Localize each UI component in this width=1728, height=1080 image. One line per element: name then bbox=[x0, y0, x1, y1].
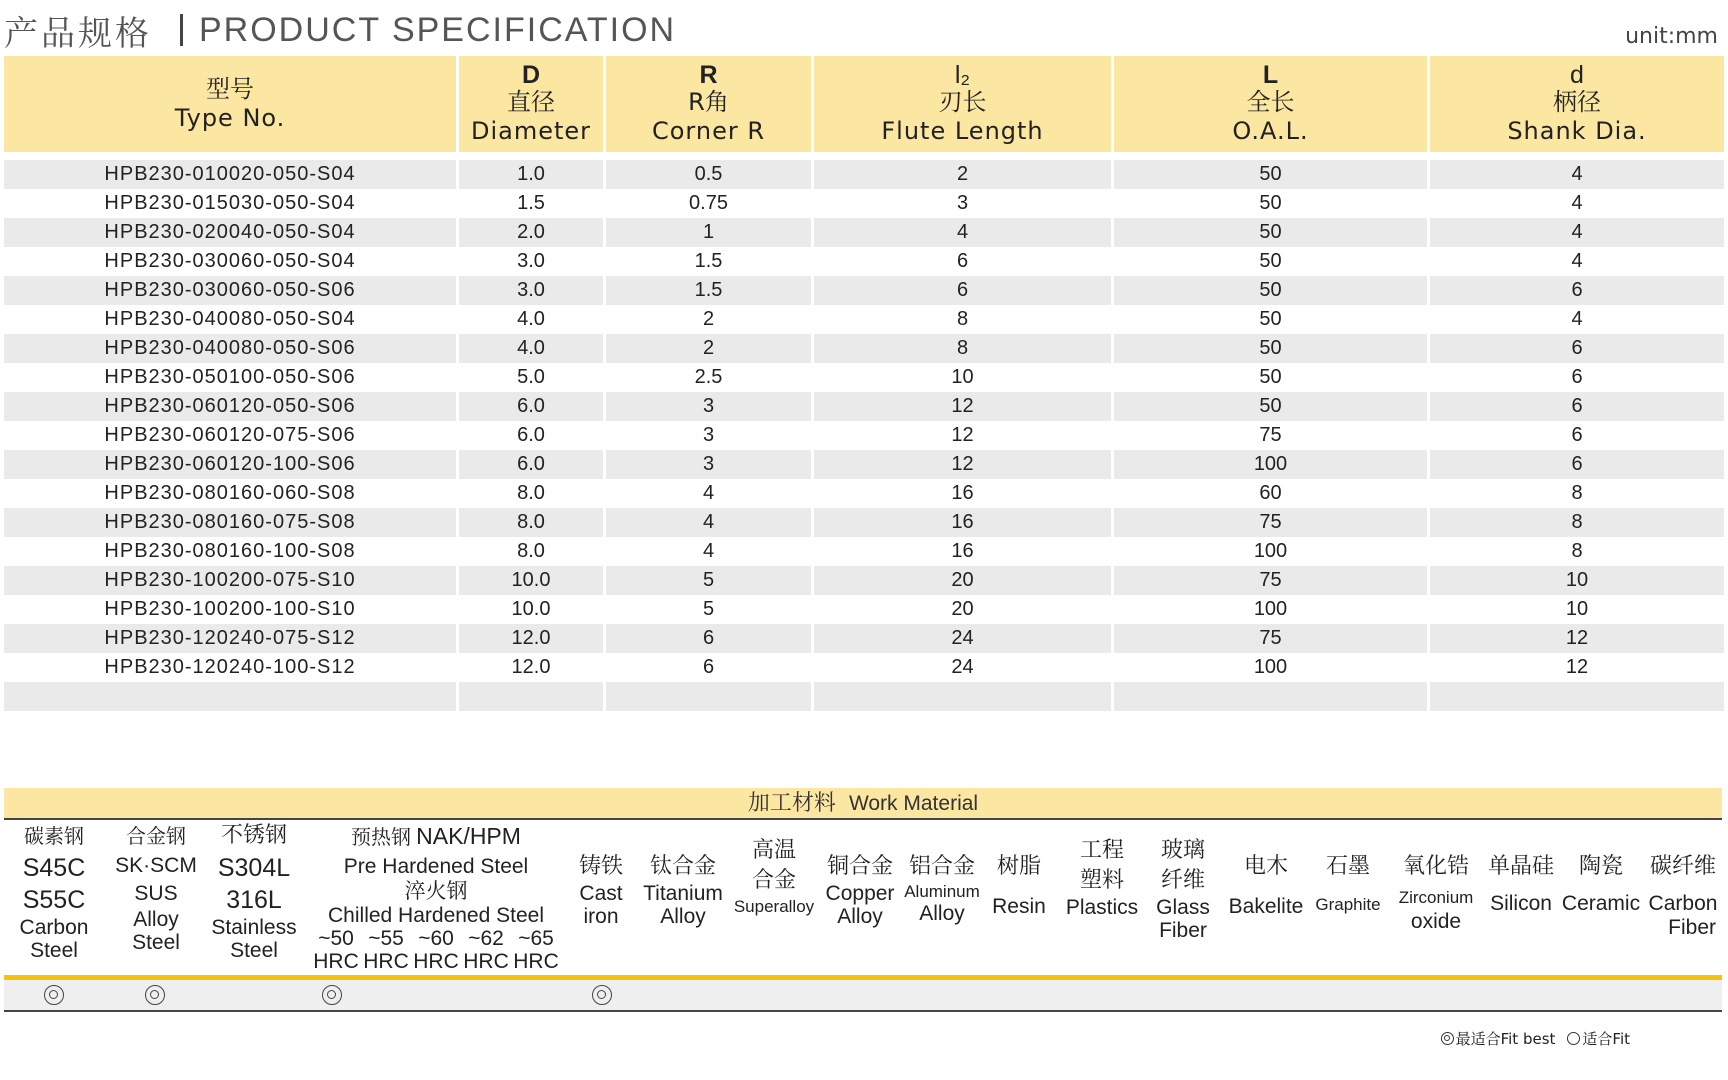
material-en: Titanium bbox=[643, 882, 723, 905]
material-aluminum-alloy bbox=[900, 852, 984, 925]
shank-dia-cell: 4 bbox=[1430, 305, 1724, 334]
material-carbon-steel bbox=[4, 820, 104, 962]
material-en: Resin bbox=[992, 895, 1046, 918]
shank-dia-cell: 10 bbox=[1430, 595, 1724, 624]
oal-cell: 50 bbox=[1114, 189, 1427, 218]
flute-length-cell: 16 bbox=[814, 537, 1111, 566]
corner-r-cell: 6 bbox=[606, 653, 811, 682]
legend bbox=[1429, 1028, 1630, 1049]
diameter-cell: 1.0 bbox=[459, 160, 603, 189]
material-cn: 工程 bbox=[1079, 838, 1124, 863]
material-cn: 碳纤维 bbox=[1649, 854, 1716, 879]
flute-length-cell: 24 bbox=[814, 624, 1111, 653]
hrc-unit: HRC bbox=[313, 950, 359, 973]
flute-length-cell: 24 bbox=[814, 653, 1111, 682]
material-en: oxide bbox=[1410, 910, 1462, 933]
material-cn: 单晶硅 bbox=[1487, 854, 1554, 879]
type-no-cell: HPB230-100200-100-S10 bbox=[4, 595, 456, 624]
header-corner-cn: R角 bbox=[688, 88, 729, 116]
material-en: Fiber bbox=[1668, 916, 1716, 939]
fit-best-icon bbox=[322, 985, 342, 1005]
table-row bbox=[4, 595, 1724, 624]
material-en: Alloy bbox=[837, 905, 883, 928]
type-no-cell: HPB230-010020-050-S04 bbox=[4, 160, 456, 189]
corner-r-cell: 0.5 bbox=[606, 160, 811, 189]
material-en: Graphite bbox=[1315, 895, 1381, 914]
header-corner-code: R bbox=[699, 61, 718, 89]
material-stainless-steel bbox=[208, 820, 300, 962]
corner-r-cell: 2 bbox=[606, 305, 811, 334]
header-diameter bbox=[459, 56, 603, 152]
flute-length-cell: 12 bbox=[814, 450, 1111, 479]
diameter-cell: 5.0 bbox=[459, 363, 603, 392]
material-en: Glass bbox=[1156, 896, 1210, 919]
material-graphite bbox=[1308, 852, 1388, 928]
header-shank-code: d bbox=[1570, 61, 1584, 89]
flute-length-cell: 4 bbox=[814, 218, 1111, 247]
table-row bbox=[4, 653, 1724, 682]
diameter-cell: 8.0 bbox=[459, 537, 603, 566]
oal-cell: 50 bbox=[1114, 247, 1427, 276]
work-material-header-en: Work Material bbox=[848, 792, 979, 815]
type-no-cell bbox=[4, 682, 456, 711]
header-oal-en: O.A.L. bbox=[1232, 117, 1309, 145]
material-resin bbox=[986, 852, 1052, 932]
fit-best-icon bbox=[592, 985, 612, 1005]
diameter-cell: 1.5 bbox=[459, 189, 603, 218]
flute-length-cell: 2 bbox=[814, 160, 1111, 189]
shank-dia-cell: 4 bbox=[1430, 218, 1724, 247]
diameter-cell: 10.0 bbox=[459, 595, 603, 624]
table-row bbox=[4, 189, 1724, 218]
shank-dia-cell: 8 bbox=[1430, 479, 1724, 508]
diameter-cell: 3.0 bbox=[459, 247, 603, 276]
hrc-value: ~60 bbox=[418, 927, 454, 950]
type-no-cell: HPB230-080160-100-S08 bbox=[4, 537, 456, 566]
shank-dia-cell: 6 bbox=[1430, 276, 1724, 305]
table-row bbox=[4, 218, 1724, 247]
diameter-cell: 8.0 bbox=[459, 479, 603, 508]
material-en: Alloy bbox=[660, 905, 706, 928]
shank-dia-cell: 12 bbox=[1430, 653, 1724, 682]
diameter-cell: 2.0 bbox=[459, 218, 603, 247]
flute-length-cell: 20 bbox=[814, 566, 1111, 595]
header-flute-cn: 刃长 bbox=[938, 88, 987, 116]
diameter-cell: 6.0 bbox=[459, 421, 603, 450]
material-en: Fiber bbox=[1159, 919, 1207, 942]
header-oal bbox=[1114, 56, 1427, 152]
material-en: Aluminum bbox=[904, 882, 980, 901]
material-en: Ceramic bbox=[1561, 892, 1641, 915]
corner-r-cell: 1.5 bbox=[606, 276, 811, 305]
shank-dia-cell: 12 bbox=[1430, 624, 1724, 653]
header-diameter-en: Diameter bbox=[470, 117, 592, 145]
shank-dia-cell: 8 bbox=[1430, 537, 1724, 566]
corner-r-cell bbox=[606, 682, 811, 711]
shank-dia-cell: 4 bbox=[1430, 247, 1724, 276]
corner-r-cell: 3 bbox=[606, 421, 811, 450]
diameter-cell: 8.0 bbox=[459, 508, 603, 537]
material-en: Carbon bbox=[1648, 892, 1718, 915]
header-oal-code: L bbox=[1262, 61, 1279, 89]
table-row bbox=[4, 276, 1724, 305]
material-plastics bbox=[1058, 836, 1146, 919]
shank-dia-cell: 6 bbox=[1430, 334, 1724, 363]
flute-length-cell: 20 bbox=[814, 595, 1111, 624]
material-en: Stainless bbox=[211, 916, 297, 939]
header-shank-en: Shank Dia. bbox=[1507, 117, 1647, 145]
material-grade: S45C bbox=[22, 854, 86, 882]
material-cn: 不锈钢 bbox=[220, 823, 287, 848]
table-row bbox=[4, 363, 1724, 392]
type-no-cell: HPB230-060120-100-S06 bbox=[4, 450, 456, 479]
table-header-row bbox=[4, 56, 1724, 152]
oal-cell: 50 bbox=[1114, 363, 1427, 392]
suitability-row bbox=[4, 980, 1722, 1010]
material-cn: 预热钢 bbox=[351, 825, 412, 849]
corner-r-cell: 6 bbox=[606, 624, 811, 653]
type-no-cell: HPB230-030060-050-S06 bbox=[4, 276, 456, 305]
shank-dia-cell: 6 bbox=[1430, 421, 1724, 450]
flute-length-cell: 12 bbox=[814, 421, 1111, 450]
material-zirconium-oxide bbox=[1390, 852, 1482, 933]
oal-cell: 50 bbox=[1114, 218, 1427, 247]
table-row bbox=[4, 160, 1724, 189]
hrc-unit: HRC bbox=[463, 950, 509, 973]
table-row bbox=[4, 247, 1724, 276]
header-oal-cn: 全长 bbox=[1246, 88, 1295, 116]
shank-dia-cell bbox=[1430, 682, 1724, 711]
material-en: Steel bbox=[132, 931, 180, 954]
header-type-en: Type No. bbox=[174, 104, 286, 132]
material-cn: 铸铁 bbox=[578, 854, 623, 879]
diameter-cell: 12.0 bbox=[459, 624, 603, 653]
header-flute-en: Flute Length bbox=[881, 117, 1044, 145]
flute-length-cell: 10 bbox=[814, 363, 1111, 392]
oal-cell: 60 bbox=[1114, 479, 1427, 508]
material-en: Copper bbox=[825, 882, 895, 905]
hrc-unit: HRC bbox=[363, 950, 409, 973]
table-row bbox=[4, 305, 1724, 334]
shank-dia-cell: 4 bbox=[1430, 189, 1724, 218]
hrc-value: ~50 bbox=[318, 927, 354, 950]
table-row bbox=[4, 421, 1724, 450]
hrc-value: ~62 bbox=[468, 927, 504, 950]
type-no-cell: HPB230-060120-075-S06 bbox=[4, 421, 456, 450]
material-cn: 铜合金 bbox=[826, 854, 893, 879]
material-grade: S304L bbox=[217, 854, 291, 882]
type-no-cell: HPB230-050100-050-S06 bbox=[4, 363, 456, 392]
material-cn: 玻璃 bbox=[1160, 838, 1205, 863]
corner-r-cell: 4 bbox=[606, 479, 811, 508]
oal-cell: 50 bbox=[1114, 305, 1427, 334]
material-cn: 淬火钢 bbox=[404, 879, 468, 903]
oal-cell: 50 bbox=[1114, 334, 1427, 363]
header-type-cn: 型号 bbox=[206, 75, 254, 103]
material-cn: 塑料 bbox=[1079, 868, 1124, 893]
oal-cell: 50 bbox=[1114, 276, 1427, 305]
material-hardened-steel bbox=[308, 820, 564, 973]
hrc-unit: HRC bbox=[413, 950, 459, 973]
material-en: Steel bbox=[30, 939, 78, 962]
shank-dia-cell: 6 bbox=[1430, 392, 1724, 421]
type-no-cell: HPB230-015030-050-S04 bbox=[4, 189, 456, 218]
fit-icon bbox=[1567, 1032, 1580, 1045]
legend-fit bbox=[1567, 1028, 1630, 1049]
flute-length-cell: 6 bbox=[814, 276, 1111, 305]
header-corner-r bbox=[606, 56, 811, 152]
oal-cell: 100 bbox=[1114, 653, 1427, 682]
fit-best-icon bbox=[44, 985, 64, 1005]
header-flute-length bbox=[814, 56, 1111, 152]
material-superalloy bbox=[728, 836, 820, 918]
title-separator bbox=[180, 14, 183, 46]
flute-length-cell: 6 bbox=[814, 247, 1111, 276]
corner-r-cell: 2.5 bbox=[606, 363, 811, 392]
flute-length-cell: 16 bbox=[814, 508, 1111, 537]
material-grade: NAK/HPM bbox=[416, 823, 521, 849]
corner-r-cell: 1 bbox=[606, 218, 811, 247]
diameter-cell: 6.0 bbox=[459, 392, 603, 421]
material-glass-fiber bbox=[1150, 836, 1216, 942]
diameter-cell: 12.0 bbox=[459, 653, 603, 682]
corner-r-cell: 4 bbox=[606, 508, 811, 537]
material-en: Pre Hardened Steel bbox=[343, 855, 529, 878]
header-shank-dia bbox=[1430, 56, 1724, 152]
material-grade: SUS bbox=[134, 882, 178, 905]
material-cn: 高温 bbox=[751, 838, 796, 863]
corner-r-cell: 2 bbox=[606, 334, 811, 363]
oal-cell: 100 bbox=[1114, 450, 1427, 479]
corner-r-cell: 3 bbox=[606, 450, 811, 479]
page-title bbox=[4, 8, 676, 52]
corner-r-cell: 5 bbox=[606, 566, 811, 595]
corner-r-cell: 1.5 bbox=[606, 247, 811, 276]
shank-dia-cell: 6 bbox=[1430, 450, 1724, 479]
material-en: iron bbox=[583, 905, 619, 928]
header-diameter-cn: 直径 bbox=[507, 88, 555, 116]
shank-dia-cell: 4 bbox=[1430, 160, 1724, 189]
material-en: Alloy bbox=[133, 908, 179, 931]
material-grade: S55C bbox=[22, 886, 86, 914]
header-flute-code: l₂ bbox=[954, 61, 971, 89]
type-no-cell: HPB230-080160-075-S08 bbox=[4, 508, 456, 537]
material-en: Bakelite bbox=[1228, 895, 1304, 918]
hrc-value: ~55 bbox=[368, 927, 404, 950]
legend-fit-best bbox=[1441, 1028, 1556, 1049]
material-cn: 钛合金 bbox=[649, 854, 716, 879]
material-silicon bbox=[1478, 852, 1564, 926]
shank-dia-cell: 8 bbox=[1430, 508, 1724, 537]
diameter-cell bbox=[459, 682, 603, 711]
material-en: Alloy bbox=[919, 902, 965, 925]
oal-cell: 100 bbox=[1114, 595, 1427, 624]
oal-cell: 75 bbox=[1114, 624, 1427, 653]
type-no-cell: HPB230-120240-075-S12 bbox=[4, 624, 456, 653]
material-en: Superalloy bbox=[733, 897, 815, 916]
diameter-cell: 4.0 bbox=[459, 334, 603, 363]
material-bakelite bbox=[1224, 852, 1308, 932]
table-row bbox=[4, 682, 1724, 711]
oal-cell: 50 bbox=[1114, 392, 1427, 421]
oal-cell bbox=[1114, 682, 1427, 711]
corner-r-cell: 0.75 bbox=[606, 189, 811, 218]
header-diameter-code: D bbox=[521, 61, 541, 89]
work-material-section bbox=[4, 788, 1722, 1012]
table-row bbox=[4, 566, 1724, 595]
table-row bbox=[4, 392, 1724, 421]
material-cn: 铝合金 bbox=[908, 854, 975, 879]
diameter-cell: 3.0 bbox=[459, 276, 603, 305]
header-type-no bbox=[4, 56, 456, 152]
title-cn: 产品规格 bbox=[4, 13, 152, 54]
flute-length-cell: 8 bbox=[814, 334, 1111, 363]
shank-dia-cell: 6 bbox=[1430, 363, 1724, 392]
divider bbox=[4, 1010, 1722, 1012]
fit-best-icon bbox=[1441, 1032, 1454, 1045]
type-no-cell: HPB230-060120-050-S06 bbox=[4, 392, 456, 421]
material-cn: 合金钢 bbox=[126, 824, 186, 848]
flute-length-cell: 12 bbox=[814, 392, 1111, 421]
material-en: Carbon bbox=[19, 916, 89, 939]
header-shank-cn: 柄径 bbox=[1553, 88, 1601, 116]
shank-dia-cell: 10 bbox=[1430, 566, 1724, 595]
legend-fit-label: 适合Fit bbox=[1582, 1030, 1630, 1048]
material-cn: 氧化锆 bbox=[1402, 854, 1469, 879]
diameter-cell: 10.0 bbox=[459, 566, 603, 595]
material-alloy-steel bbox=[106, 820, 206, 954]
hrc-units bbox=[308, 950, 564, 973]
type-no-cell: HPB230-030060-050-S04 bbox=[4, 247, 456, 276]
material-en: Cast bbox=[579, 882, 623, 905]
header-corner-en: Corner R bbox=[651, 117, 766, 145]
flute-length-cell: 3 bbox=[814, 189, 1111, 218]
type-no-cell: HPB230-040080-050-S06 bbox=[4, 334, 456, 363]
type-no-cell: HPB230-040080-050-S04 bbox=[4, 305, 456, 334]
unit-label: unit:mm bbox=[1625, 24, 1718, 49]
oal-cell: 100 bbox=[1114, 537, 1427, 566]
table-row bbox=[4, 450, 1724, 479]
oal-cell: 75 bbox=[1114, 566, 1427, 595]
material-titanium-alloy bbox=[636, 852, 730, 928]
material-cn: 合金 bbox=[751, 868, 796, 893]
oal-cell: 50 bbox=[1114, 160, 1427, 189]
material-cn: 碳素钢 bbox=[24, 824, 84, 848]
title-en: PRODUCT SPECIFICATION bbox=[199, 10, 677, 49]
type-no-cell: HPB230-100200-075-S10 bbox=[4, 566, 456, 595]
material-cn: 树脂 bbox=[996, 854, 1041, 879]
work-material-header bbox=[4, 788, 1722, 818]
corner-r-cell: 3 bbox=[606, 392, 811, 421]
corner-r-cell: 4 bbox=[606, 537, 811, 566]
material-cn: 陶瓷 bbox=[1578, 854, 1623, 879]
material-cn: 石墨 bbox=[1325, 854, 1370, 879]
table-row bbox=[4, 479, 1724, 508]
work-material-header-cn: 加工材料 bbox=[747, 791, 836, 816]
hrc-value: ~65 bbox=[518, 927, 554, 950]
material-copper-alloy bbox=[818, 852, 902, 928]
type-no-cell: HPB230-120240-100-S12 bbox=[4, 653, 456, 682]
hrc-values bbox=[308, 927, 564, 950]
table-row bbox=[4, 537, 1724, 566]
material-cn: 电木 bbox=[1243, 854, 1288, 879]
hrc-unit: HRC bbox=[513, 950, 559, 973]
material-ceramic bbox=[1558, 852, 1644, 926]
material-en: Steel bbox=[230, 939, 278, 962]
oal-cell: 75 bbox=[1114, 421, 1427, 450]
material-carbon-fiber bbox=[1644, 852, 1722, 939]
prehard-title bbox=[308, 820, 564, 855]
material-grade: SK·SCM bbox=[115, 854, 197, 877]
corner-r-cell: 5 bbox=[606, 595, 811, 624]
type-no-cell: HPB230-020040-050-S04 bbox=[4, 218, 456, 247]
material-columns bbox=[4, 820, 1722, 975]
material-en: Zirconium bbox=[1398, 888, 1474, 907]
material-en: Chilled Hardened Steel bbox=[328, 904, 544, 927]
material-grade: 316L bbox=[226, 886, 282, 914]
flute-length-cell bbox=[814, 682, 1111, 711]
material-cn: 纤维 bbox=[1160, 868, 1205, 893]
table-body bbox=[4, 160, 1724, 711]
diameter-cell: 4.0 bbox=[459, 305, 603, 334]
type-no-cell: HPB230-080160-060-S08 bbox=[4, 479, 456, 508]
table-row bbox=[4, 334, 1724, 363]
legend-best-label: 最适合Fit best bbox=[1455, 1030, 1556, 1048]
diameter-cell: 6.0 bbox=[459, 450, 603, 479]
material-en: Silicon bbox=[1490, 892, 1552, 915]
flute-length-cell: 16 bbox=[814, 479, 1111, 508]
spec-table bbox=[4, 56, 1724, 711]
flute-length-cell: 8 bbox=[814, 305, 1111, 334]
material-cast-iron bbox=[570, 852, 632, 928]
oal-cell: 75 bbox=[1114, 508, 1427, 537]
table-row bbox=[4, 508, 1724, 537]
material-en: Plastics bbox=[1065, 896, 1139, 919]
fit-best-icon bbox=[145, 985, 165, 1005]
table-row bbox=[4, 624, 1724, 653]
